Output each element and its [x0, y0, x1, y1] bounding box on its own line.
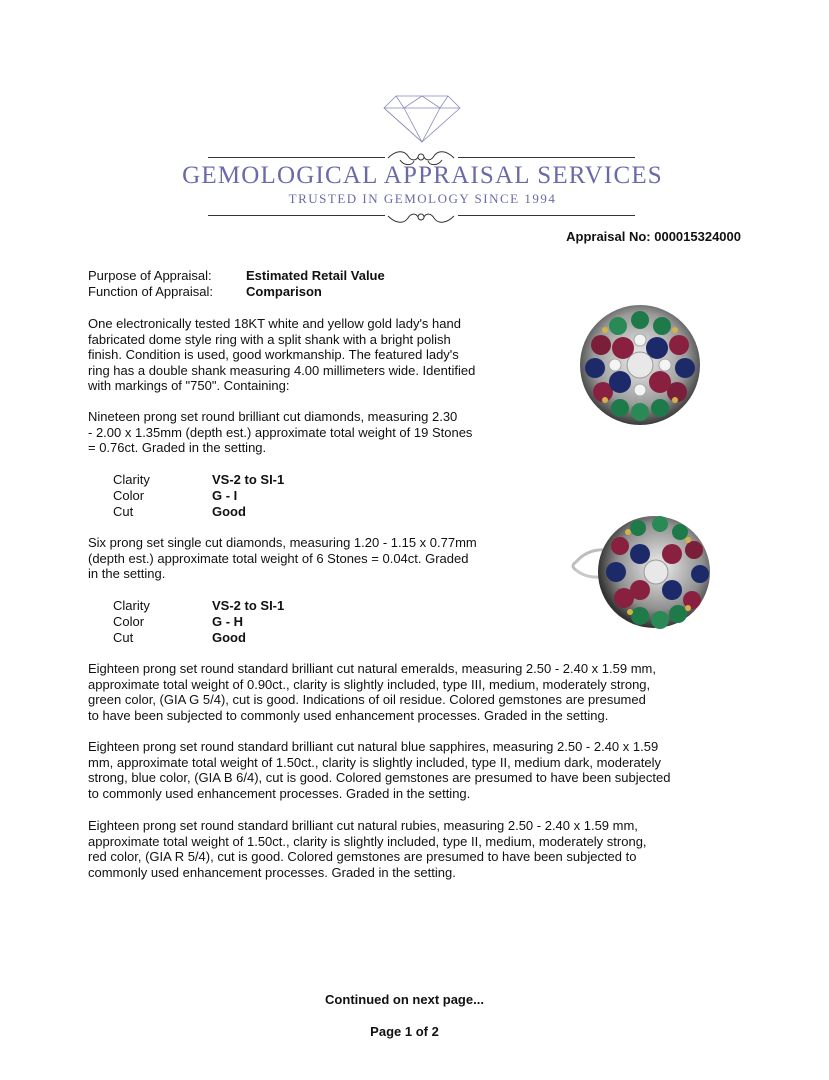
text-line: ring has a double shank measuring 4.00 millimeters wide. Identified [88, 362, 476, 378]
text-line: Six prong set single cut diamonds, measuring 1.20 - 1.15 x 0.77mm [88, 535, 477, 550]
page-number: Page 1 of 2 [370, 1024, 439, 1039]
spec-label-cut: Cut [113, 504, 134, 519]
spec-value-clarity: VS-2 to SI-1 [212, 598, 285, 613]
continued-notice: Continued on next page... [325, 992, 484, 1007]
text-line: approximate total weight of 1.50ct., clarity is slightly included, type II, medium, moderately strong, [88, 833, 647, 849]
spec-value-cut: Good [212, 504, 246, 519]
spec-value-color: G - I [212, 488, 238, 503]
diamonds-single-specs [113, 598, 313, 648]
text-line: approximate total weight of 0.90ct., clarity is slightly included, type III, medium, moderately strong, [88, 676, 651, 692]
header-rule-top-right [458, 157, 635, 158]
emeralds-text [88, 661, 656, 723]
appraisal-number: Appraisal No: 000015324000 [566, 229, 741, 244]
diamonds-single-cut-text [88, 535, 477, 582]
text-line: to have been subjected to commonly used enhancement processes. Graded in the setting. [88, 707, 609, 723]
sapphires-text [88, 739, 670, 801]
text-line: Eighteen prong set round standard brilliant cut natural blue sapphires, measuring 2.50 - 2.40 x 1.59 [88, 739, 659, 754]
ring-description [88, 316, 475, 394]
header-rule-top-left [208, 157, 385, 158]
spec-label-color: Color [113, 614, 145, 629]
spec-label-cut: Cut [113, 630, 134, 645]
text-line: One electronically tested 18KT white and yellow gold lady's hand [88, 316, 461, 331]
header-rule-bottom-left [208, 215, 385, 216]
text-line: fabricated dome style ring with a split shank with a bright polish [88, 331, 451, 347]
header-rule-bottom-right [458, 215, 635, 216]
purpose-value: Estimated Retail Value [246, 268, 385, 283]
ring-photo-side-view [568, 510, 710, 635]
company-name: GEMOLOGICAL APPRAISAL SERVICES [182, 162, 663, 189]
spec-value-color: G - H [212, 614, 244, 629]
spec-label-color: Color [113, 488, 145, 503]
spec-value-clarity: VS-2 to SI-1 [212, 472, 285, 487]
text-line: Eighteen prong set round standard brilliant cut natural rubies, measuring 2.50 - 2.40 x 1.59 mm, [88, 818, 638, 833]
text-line: - 2.00 x 1.35mm (depth est.) approximate total weight of 19 Stones [88, 424, 473, 440]
ring-photo-top-view [575, 300, 705, 430]
text-line: Eighteen prong set round standard brilliant cut natural emeralds, measuring 2.50 - 2.40 x 1.59 mm, [88, 661, 656, 676]
text-line: red color, (GIA R 5/4), cut is good. Colored gemstones are presumed to have been subjected to [88, 849, 637, 864]
scroll-ornament-bottom-icon [386, 206, 456, 226]
spec-label-clarity: Clarity [113, 472, 150, 487]
text-line: green color, (GIA G 5/4), cut is good. Indications of oil residue. Colored gemstones are presumed [88, 692, 646, 707]
function-value: Comparison [246, 284, 322, 299]
text-line: (depth est.) approximate total weight of 6 Stones = 0.04ct. Graded [88, 550, 469, 566]
text-line: strong, blue color, (GIA B 6/4), cut is good. Colored gemstones are presumed to have been subjected [88, 770, 671, 785]
diamonds-round-brilliant-text [88, 409, 472, 456]
spec-label-clarity: Clarity [113, 598, 150, 613]
purpose-label: Purpose of Appraisal: [88, 268, 212, 283]
text-line: to commonly used enhancement processes. Graded in the setting. [88, 785, 471, 801]
text-line: = 0.76ct. Graded in the setting. [88, 440, 267, 455]
company-tagline: TRUSTED IN GEMOLOGY SINCE 1994 [288, 191, 557, 206]
function-label: Function of Appraisal: [88, 284, 214, 299]
text-line: with markings of "750". Containing: [88, 378, 290, 393]
text-line: finish. Condition is used, good workmanship. The featured lady's [88, 347, 459, 362]
diamond-logo-icon [382, 94, 462, 144]
text-line: in the setting. [88, 566, 166, 581]
text-line: mm, approximate total weight of 1.50ct., clarity is slightly included, type II, medium dark, moderately [88, 754, 661, 770]
text-line: Nineteen prong set round brilliant cut diamonds, measuring 2.30 [88, 409, 458, 424]
diamonds-round-specs [113, 472, 313, 522]
text-line: commonly used enhancement processes. Graded in the setting. [88, 864, 456, 880]
rubies-text [88, 818, 647, 880]
spec-value-cut: Good [212, 630, 246, 645]
